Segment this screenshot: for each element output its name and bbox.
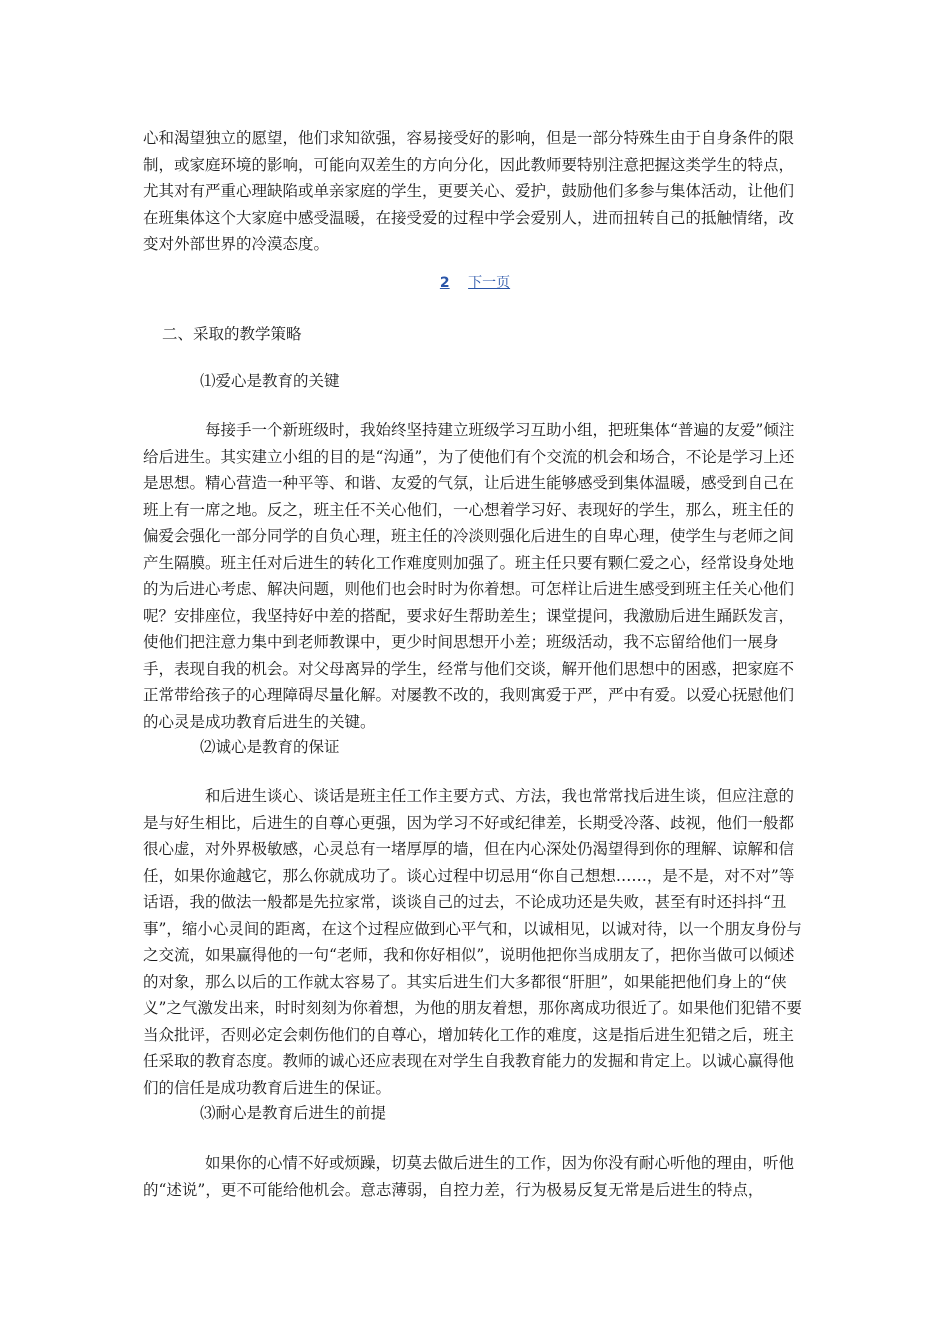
page-number-link[interactable]: 2 [439,275,450,291]
paragraph-patience: 如果你的心情不好或烦躁，切莫去做后进生的工作，因为你没有耐心听他的理由，听他的“述说”，更不可能给他机会。意志薄弱，自控力差，行为极易反复无常是后进生的特点， [143,1154,795,1199]
subsection-heading-love: ⑴爱心是教育的关键 [200,372,340,390]
subsection-heading-patience: ⑶耐心是教育后进生的前提 [200,1104,387,1122]
intro-paragraph: 心和渴望独立的愿望，他们求知欲强，容易接受好的影响，但是一部分特殊生由于自身条件的限制，或家庭环境的影响，可能向双差生的方向分化，因此教师要特别注意把握这类学生的特点，尤其对有严重心理缺陷或单亲家庭的学生，更要关心、爱护，鼓励他们多参与集体活动，让他们在班集体这个大家庭中感受温暖，在接受爱的过程中学会爱别人，进而扭转自己的抵触情绪，改变对外部世界的冷漠态度。 [143,129,795,253]
section-heading: 二、采取的教学策略 [162,325,302,343]
next-page-link[interactable]: 下一页 [468,275,511,291]
subsection-heading-sincerity: ⑵诚心是教育的保证 [200,738,340,756]
paragraph-love: 每接手一个新班级时，我始终坚持建立班级学习互助小组，把班集体“普遍的友爱”倾注给后进生。其实建立小组的目的是“沟通”，为了使他们有个交流的机会和场合，不论是学习上还是思想。精心营造一种平等、和谐、友爱的气氛，让后进生能够感受到集体温暖，感受到自己在班上有一席之地。反之，班主任不关心他们，一心想着学习好、表现好的学生，那么，班主任的偏爱会强化一部分同学的自负心理，班主任的冷淡则强化后进生的自卑心理，使学生与老师之间产生隔膜。班主任对后进生的转化工作难度则加强了。班主任只要有颗仁爱之心，经常设身处地的为后进心考虑、解决问题，则他们也会时时为你着想。可怎样让后进生感受到班主任关心他们呢？安排座位，我坚持好中差的搭配，要求好生帮助差生；课堂提问，我激励后进生踊跃发言，使他们把注意力集中到老师教课中，更少时间思想开小差；班级活动，我不忘留给他们一展身手，表现自我的机会。对父母离异的学生，经常与他们交谈，解开他们思想中的困惑，把家庭不正常带给孩子的心理障碍尽量化解。对屡教不改的，我则寓爱于严，严中有爱。以爱心抚慰他们的心灵是成功教育后进生的关键。 [143,421,795,731]
pagination [0,272,950,294]
paragraph-sincerity: 和后进生谈心、谈话是班主任工作主要方式、方法，我也常常找后进生谈，但应注意的是与好生相比，后进生的自尊心更强，因为学习不好或纪律差，长期受冷落、歧视，他们一般都很心虚，对外界极敏感，心灵总有一堵厚厚的墙，但在内心深处仍渴望得到你的理解、谅解和信任，如果你逾越它，那么你就成功了。谈心过程中切忌用“你自己想想……，是不是，对不对”等话语，我的做法一般都是先拉家常，谈谈自己的过去，不论成功还是失败，甚至有时还抖抖“丑事”，缩小心灵间的距离，在这个过程应做到心平气和，以诚相见，以诚对待，以一个朋友身份与之交流，如果赢得他的一句“老师，我和你好相似”，说明他把你当成朋友了，把你当做可以倾述的对象，那么以后的工作就太容易了。其实后进生们大多都很“肝胆”，如果能把他们身上的“侠义”之气激发出来，时时刻刻为你着想，为他的朋友着想，那你离成功很近了。如果他们犯错不要当众批评，否则必定会刺伤他们的自尊心，增加转化工作的难度，这是指后进生犯错之后，班主任采取的教育态度。教师的诚心还应表现在对学生自我教育能力的发掘和肯定上。以诚心赢得他们的信任是成功教育后进生的保证。 [143,787,802,1097]
